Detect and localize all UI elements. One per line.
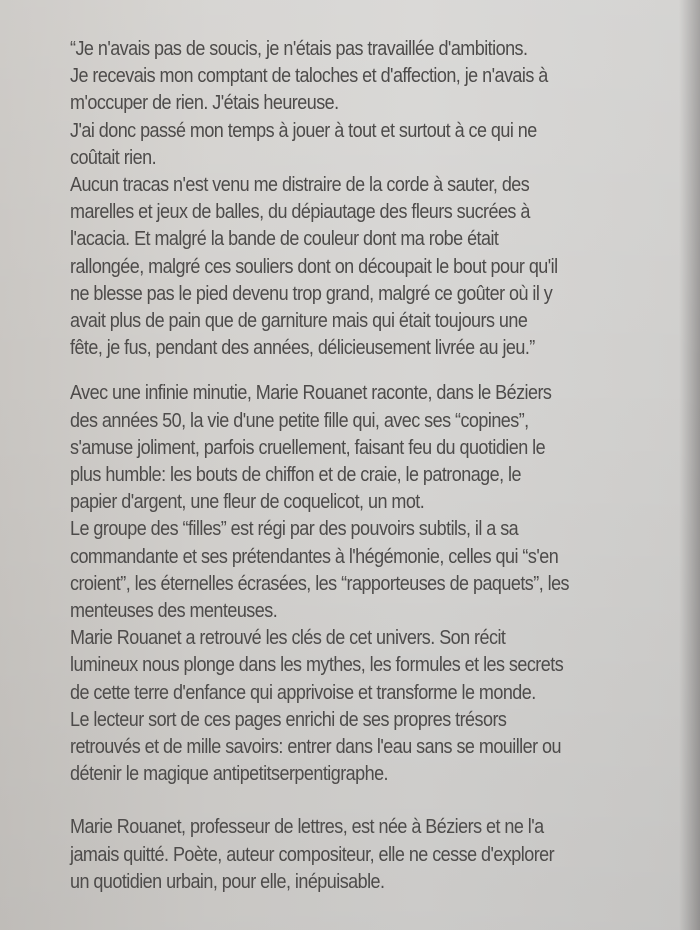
quote-line: fête, je fus, pendant des années, délicieusement livrée au jeu.” <box>70 337 535 360</box>
quote-line: coûtait rien. <box>70 146 157 169</box>
quote-line: avait plus de pain que de garniture mais qui était toujours une <box>70 310 528 333</box>
quote-line: Je recevais mon comptant de taloches et d'affection, je n'avais à <box>70 65 548 88</box>
summary-line: des années 50, la vie d'une petite fille qui, avec ses “copines”, <box>70 409 529 432</box>
quote-line: marelles et jeux de balles, du dépiautage des fleurs sucrées à <box>70 201 530 224</box>
author-bio-line: Marie Rouanet, professeur de lettres, est née à Béziers et ne l'a <box>70 816 544 839</box>
cover-text-block <box>70 36 682 896</box>
quote-paragraph <box>70 36 682 362</box>
summary-line: Marie Rouanet a retrouvé les clés de cet univers. Son récit <box>70 627 506 650</box>
quote-line: m'occuper de rien. J'étais heureuse. <box>70 92 339 115</box>
summary-line: Le lecteur sort de ces pages enrichi de ses propres trésors <box>70 708 507 731</box>
summary-line: détenir le magique antipetitserpentigraphe. <box>70 763 389 786</box>
summary-line: lumineux nous plonge dans les mythes, les formules et les secrets <box>70 654 564 677</box>
summary-paragraph <box>70 380 682 788</box>
summary-line: Le groupe des “filles” est régi par des pouvoirs subtils, il a sa <box>70 518 519 541</box>
summary-line: commandante et ses prétendantes à l'hégémonie, celles qui “s'en <box>70 545 559 568</box>
summary-line: menteuses des menteuses. <box>70 600 278 623</box>
summary-line: retrouvés et de mille savoirs: entrer dans l'eau sans se mouiller ou <box>70 736 561 759</box>
summary-line: croient”, les éternelles écrasées, les “rapporteuses de paquets”, les <box>70 572 570 595</box>
quote-line: l'acacia. Et malgré la bande de couleur dont ma robe était <box>70 228 499 251</box>
quote-line: J'ai donc passé mon temps à jouer à tout et surtout à ce qui ne <box>70 119 537 142</box>
summary-line: de cette terre d'enfance qui apprivoise et transforme le monde. <box>70 681 536 704</box>
summary-line: s'amuse joliment, parfois cruellement, faisant feu du quotidien le <box>70 436 546 459</box>
quote-line: “Je n'avais pas de soucis, je n'étais pas travaillée d'ambitions. <box>70 38 528 60</box>
summary-line: plus humble: les bouts de chiffon et de craie, le patronage, le <box>70 464 521 487</box>
author-bio-line: un quotidien urbain, pour elle, inépuisable. <box>70 870 385 893</box>
quote-line: Aucun tracas n'est venu me distraire de la corde à sauter, des <box>70 174 530 197</box>
author-bio-paragraph <box>70 814 682 896</box>
quote-line: ne blesse pas le pied devenu trop grand, malgré ce goûter où il y <box>70 282 553 305</box>
summary-line: papier d'argent, une fleur de coquelicot, un mot. <box>70 491 425 514</box>
quote-line: rallongée, malgré ces souliers dont on découpait le bout pour qu'il <box>70 255 558 278</box>
summary-line: Avec une infinie minutie, Marie Rouanet raconte, dans le Béziers <box>70 382 552 405</box>
author-bio-line: jamais quitté. Poète, auteur compositeur, elle ne cesse d'explorer <box>70 843 555 866</box>
